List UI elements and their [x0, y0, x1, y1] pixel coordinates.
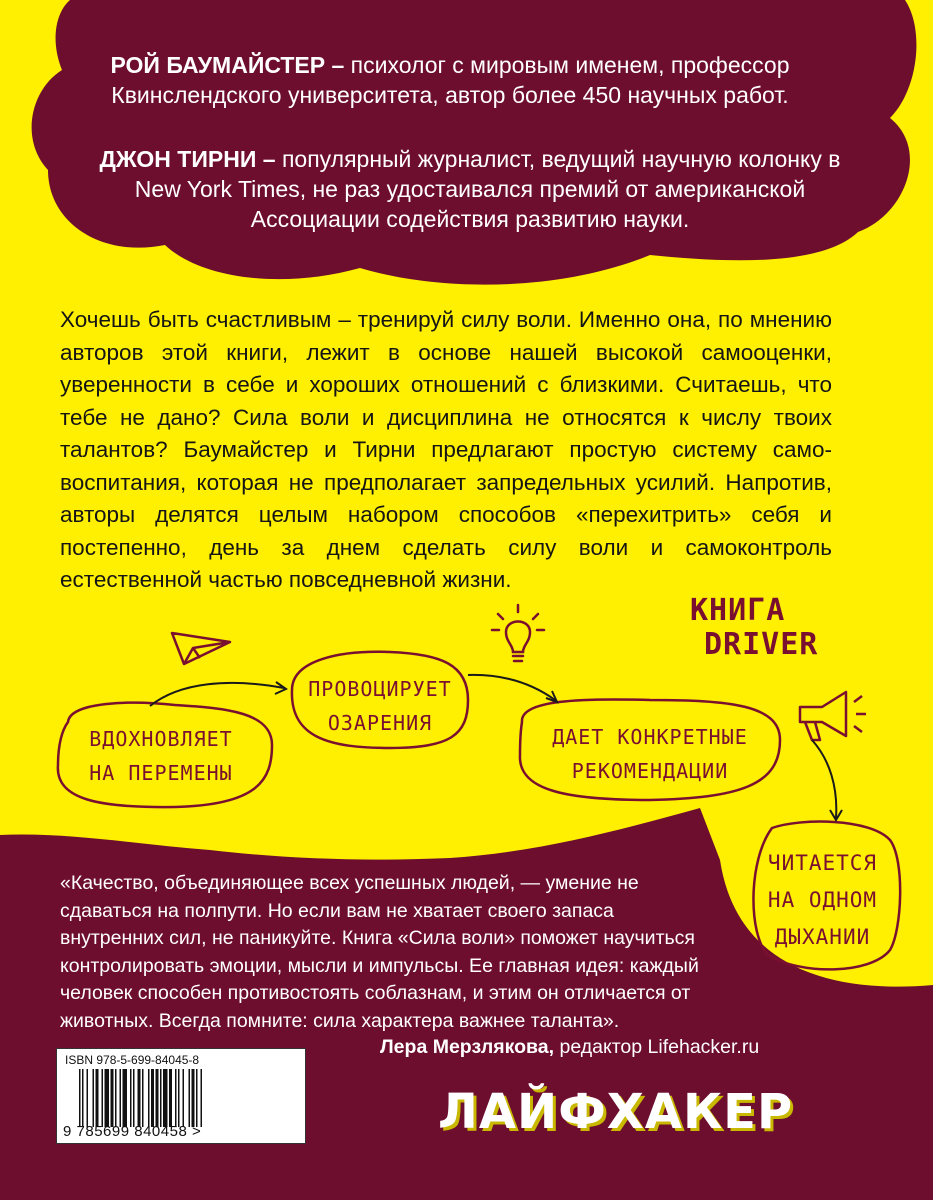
quote-author-name: Лера Мерзлякова,	[380, 1036, 555, 1058]
quote-author-role: редактор Lifehacker.ru	[554, 1036, 760, 1058]
bubble-inspires	[56, 722, 266, 790]
barcode-bar	[133, 1069, 135, 1127]
barcode-bar	[87, 1069, 89, 1127]
author-tierney	[90, 144, 850, 234]
arrow-1	[150, 683, 284, 706]
arrow-2	[468, 675, 555, 700]
barcode-bar	[151, 1069, 154, 1127]
barcode-bar	[163, 1069, 168, 1127]
barcode-bar	[169, 1069, 172, 1127]
paper-plane-icon	[172, 633, 230, 664]
bubble-reads-easily	[745, 845, 900, 956]
publisher-logo	[690, 594, 850, 662]
barcode-bar	[175, 1069, 177, 1127]
barcode-bar	[201, 1069, 203, 1127]
isbn-barcode	[56, 1048, 306, 1144]
barcode-bar	[82, 1069, 84, 1127]
book-description: Хочешь быть счастливым – тренируй силу воли. Именно она, по мнению авторов этой книги, лежит в основе нашей высокой самооценки, уверенности в себе и хороших отношений с близкими. Считаешь, что тебе не дано? Сила воли и дисциплина не относятся к числу твоих талантов? Баумайстер и Тирни предлагают простую систему само-воспитания, которая не предполагает запредельных усилий. Напротив, авторы делятся целым набором способов «перехитрить» себя и постепенно, день за днем сделать силу воли и самоконтроль естественной частью повседневной жизни.	[60, 307, 832, 592]
barcode-bar	[160, 1069, 162, 1127]
bubble-line: ДЫХАНИИ	[774, 925, 871, 949]
barcode-bar	[93, 1069, 95, 1127]
bubble-line: НА ПЕРЕМЕНЫ	[89, 761, 233, 785]
barcode-bar	[138, 1069, 141, 1127]
lifehacker-logo: ЛАЙФХАКЕР	[438, 1084, 794, 1140]
bubble-line: РЕКОМЕНДАЦИИ	[571, 759, 729, 783]
bubble-recommendations	[520, 720, 780, 788]
author-baumeister	[60, 50, 840, 110]
author-name: РОЙ БАУМАЙСТЕР –	[110, 52, 345, 78]
light-bulb-icon	[492, 605, 544, 661]
barcode-bar	[79, 1069, 81, 1127]
isbn-text: ISBN 978-5-699-84045-8	[65, 1053, 200, 1067]
barcode-bar	[183, 1069, 185, 1127]
bubble-line: ПРОВОЦИРУЕТ	[308, 677, 452, 701]
barcode-bars	[79, 1069, 284, 1127]
publisher-logo-line2: DRIVER	[704, 627, 819, 662]
bubble-line: ОЗАРЕНИЯ	[327, 711, 433, 735]
barcode-bar	[196, 1069, 198, 1127]
barcode-bar	[192, 1069, 195, 1127]
megaphone-icon	[800, 692, 866, 740]
bubble-line: ЧИТАЕТСЯ	[767, 851, 878, 875]
author-bio: популярный журналист, ведущий научную колонку в New York Times, не раз удостаивался премий от американской Ассоциации содействия развитию науки.	[134, 146, 841, 232]
barcode-bar	[96, 1069, 99, 1127]
publisher-logo-line1: КНИГА	[690, 593, 786, 628]
barcode-bar	[142, 1069, 144, 1127]
barcode-bar	[120, 1069, 122, 1127]
top-cloud-shape	[32, 0, 917, 285]
bubble-insights	[290, 672, 470, 740]
barcode-bar	[189, 1069, 191, 1127]
barcode-digits: 9 785699 840458 >	[63, 1123, 202, 1140]
arrow-3	[812, 740, 836, 818]
barcode-bar	[148, 1069, 150, 1127]
barcode-bar	[111, 1069, 114, 1127]
barcode-bar	[123, 1069, 128, 1127]
bubble-line: НА ОДНОМ	[767, 888, 878, 912]
barcode-bar	[105, 1069, 110, 1127]
barcode-bar	[130, 1069, 132, 1127]
barcode-bar	[102, 1069, 104, 1127]
barcode-bar	[178, 1069, 180, 1127]
quote-author	[380, 1036, 800, 1059]
author-bio: психолог с мировым именем, профессор Квинслендского университета, автор более 450 научных работ.	[111, 52, 790, 108]
bubble-line: ВДОХНОВЛЯЕТ	[89, 727, 233, 751]
barcode-bar	[115, 1069, 117, 1127]
review-quote: «Качество, объединяющее всех успешных людей, — умение не сдаваться на полпути. Но если вам не хватает своего запаса внутренних сил, не паникуйте. Книга «Сила воли» поможет научиться контролировать эмоции, мысли и импульсы. Ее главная идея: каждый человек способен противостоять соблазнам, и этим он отличается от животных. Всегда помните: сила характера важнее таланта».	[60, 872, 699, 1032]
barcode-bar	[156, 1069, 159, 1127]
author-name: ДЖОН ТИРНИ –	[99, 146, 276, 172]
bubble-line: ДАЕТ КОНКРЕТНЫЕ	[552, 725, 748, 749]
